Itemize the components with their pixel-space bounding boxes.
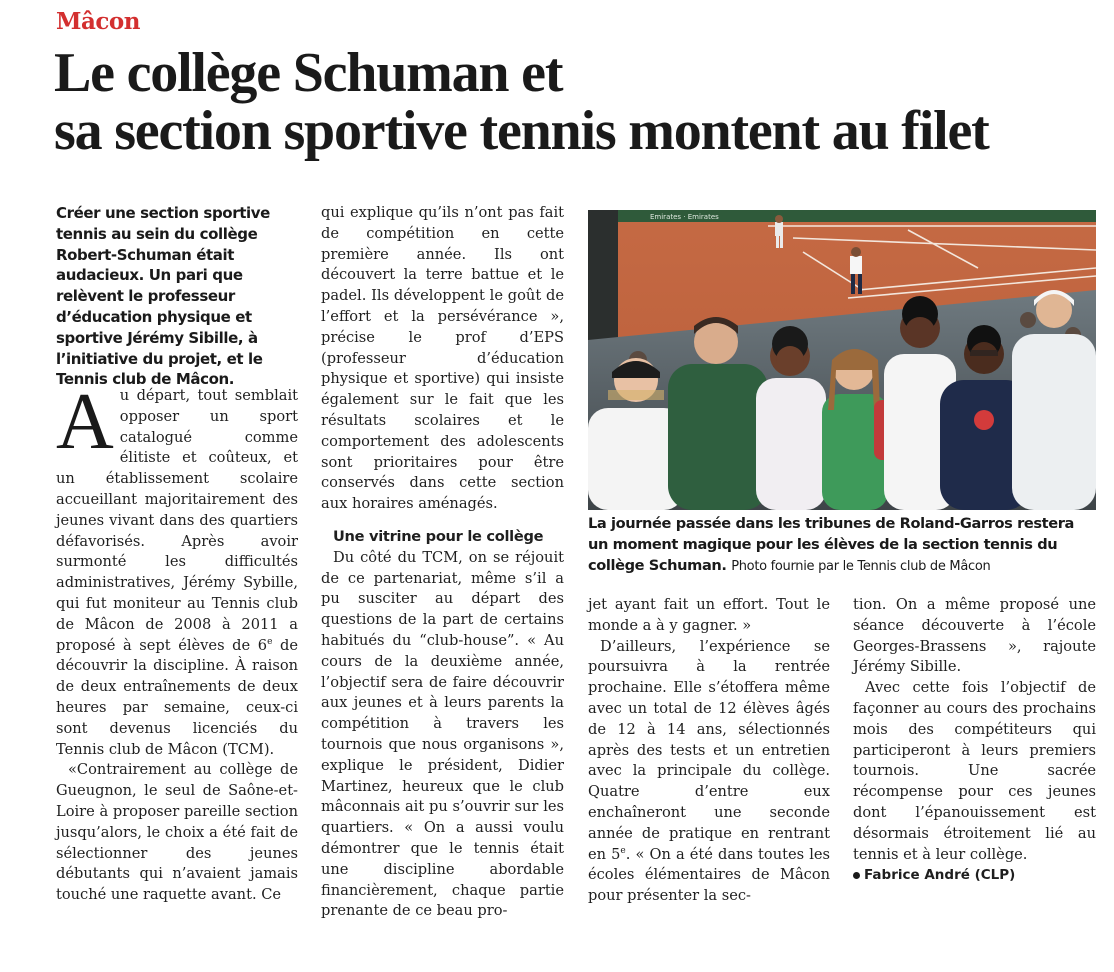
byline	[853, 865, 1096, 886]
headline-line-2: sa section sportive tennis montent au filet	[54, 100, 989, 162]
subheading: Une vitrine pour le collège	[333, 527, 544, 545]
bullet-icon	[853, 872, 860, 879]
roland-garros-photo	[588, 210, 1096, 510]
photo-caption	[588, 514, 1098, 577]
headline	[54, 44, 1104, 160]
column-3	[588, 595, 830, 907]
article-photo	[588, 210, 1096, 510]
col4-paragraph-1: tion. On a même proposé une séance découverte à l’école Georges-Brassens », rajoute Jérémy Sibille.	[853, 596, 1096, 676]
column-4	[853, 595, 1096, 886]
col3-paragraph-1: jet ayant fait un effort. Tout le monde a à y gagner. »	[588, 596, 830, 634]
col1-paragraph-2: «Contrairement au collège de Gueugnon, le seul de Saône-et-Loire à proposer pareille section jusqu’alors, le choix a été fait de sélectionner des jeunes débutants qui n’avaient jamais touché une raquette avant. Ce	[56, 761, 298, 904]
caption-text: La journée passée dans les tribunes de Roland-Garros restera un moment magique pour les élèves de la section tennis du collège Schuman.	[588, 515, 1074, 574]
col1-paragraph-1: Au départ, tout semblait opposer un sport catalogué comme élitiste et coûteux, et un établissement scolaire accueillant majoritairement des jeunes vivant dans des quartiers défavorisés. Après avoir surmonté les difficultés administratives, Jérémy Sybille, qui fut moniteur au Tennis club de Mâcon de 2008 à 2011 a proposé à sept élèves de 6e de découvrir la discipline. À raison de deux entraînements de deux heures par semaine, ceux-ci sont devenus licenciés du Tennis club de Mâcon (TCM).	[56, 378, 298, 758]
col2-paragraph-2: Du côté du TCM, on se réjouit de ce partenariat, même s’il a pu susciter au départ des questions de la part de certains habitués du “club-house”. « Au cours de la deuxième année, l’objectif sera de faire découvrir aux jeunes et à leurs parents la compétition à travers les tournois que nous organisons », explique le président, Didier Martinez, heureux que le club mâconnais ait pu s’ouvrir sur les quartiers. « On a aussi voulu démontrer que le tennis était une discipline abordable financièrement, chaque partie prenante de ce beau pro-	[321, 548, 564, 920]
col3-paragraph-2: D’ailleurs, l’expérience se poursuivra à la rentrée prochaine. Elle s’étoffera même avec un total de 12 élèves âgés de 12 à 14 ans, sélectionnés après des tests et un entretien avec la principale du collège. Quatre d’entre eux enchaîneront une seconde année de pratique en rentrant en 5e. « On a été dans toutes les écoles élémentaires de Mâcon pour présenter la sec-	[588, 637, 830, 905]
photo-credit: Photo fournie par le Tennis club de Mâcon	[731, 558, 991, 574]
section-rubric: Mâcon	[56, 8, 140, 35]
svg-text:Emirates · Emirates: Emirates · Emirates	[650, 213, 719, 221]
column-2	[321, 203, 564, 922]
headline-line-1: Le collège Schuman et	[54, 42, 563, 104]
column-1	[56, 378, 298, 906]
author-name: Fabrice André (CLP)	[864, 867, 1016, 884]
drop-cap: A	[56, 378, 114, 466]
chapo-text: Créer une section sportive tennis au sein du collège Robert-Schuman était audacieux. Un pari que relèvent le professeur d’éducation physique et sportive Jérémy Sibille, à l’initiative du projet, et le Tennis club de Mâcon.	[56, 204, 270, 389]
col2-paragraph-1: qui explique qu’ils n’ont pas fait de compétition en cette première année. Ils ont découvert la terre battue et le padel. Ils développent le goût de l’effort et la persévérance », précise le prof d’EPS (professeur d’éducation physique et sportive) qui insiste également sur le fait que les résultats scolaires et le comportement des adolescents sont prioritaires pour être conservés dans cette section aux horaires aménagés.	[321, 204, 564, 513]
lead-paragraph	[56, 203, 296, 390]
col4-paragraph-2: Avec cette fois l’objectif de façonner au cours des prochains mois des compétiteurs qui participeront à leurs premiers tournois. Une sacrée récompense pour ces jeunes dont l’épanouissement est désormais étroitement lié au tennis et à leur collège.	[853, 679, 1096, 863]
